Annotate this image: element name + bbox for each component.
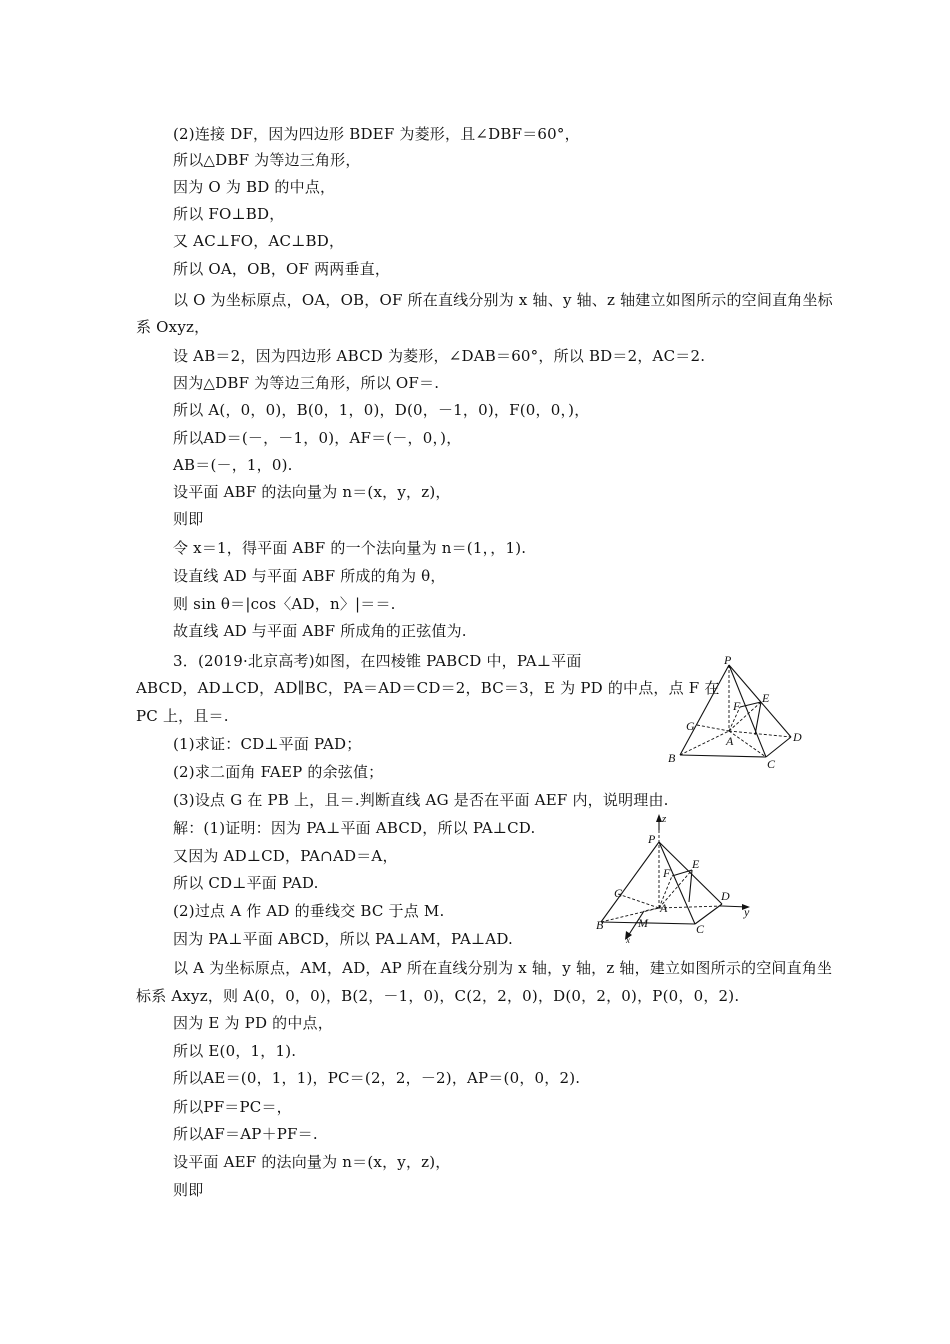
text-line: 则即: [173, 510, 204, 528]
figure-label: G: [686, 719, 695, 733]
text-line: (2)连接 DF，因为四边形 BDEF 为菱形，且∠DBF＝60°，: [173, 125, 580, 143]
text-line: 则 sin θ＝|cos〈AD，n〉|＝＝.: [173, 595, 396, 613]
text-line: 所以AD＝(－，－1，0)，AF＝(－，0，)，: [173, 429, 462, 447]
text-line: 又因为 AD⊥CD，PA∩AD＝A，: [173, 847, 398, 865]
text-line: 因为 PA⊥平面 ABCD，所以 PA⊥AM，PA⊥AD.: [173, 930, 513, 948]
text-line: (2)求二面角 FAEP 的余弦值；: [173, 763, 384, 781]
text-line: 所以 A(，0，0)，B(0，1，0)，D(0，－1，0)，F(0，0，)，: [173, 401, 590, 419]
figure-label: C: [696, 922, 705, 936]
pyramid-figure: [660, 655, 820, 773]
figure-label: P: [724, 655, 732, 667]
figure-label: M: [638, 916, 648, 930]
text-line: AB＝(－，1，0).: [173, 456, 293, 474]
text-line: 因为△DBF 为等边三角形，所以 OF＝.: [173, 374, 440, 392]
text-line: 所以 CD⊥平面 PAD.: [173, 874, 319, 892]
text-line: 标系 Axyz，则 A(0，0，0)，B(2，－1，0)，C(2，2，0)，D(0，2，0)，P(0，0，2).: [136, 987, 740, 1005]
figure-label: D: [721, 889, 730, 903]
text-line: 系 Oxyz，: [136, 318, 210, 336]
figure-label: B: [668, 751, 676, 765]
figure-label: x: [626, 935, 630, 944]
text-line: 令 x＝1，得平面 ABF 的一个法向量为 n＝(1，，1).: [173, 539, 527, 557]
text-line: 3．(2019·北京高考)如图，在四棱锥 PABCD 中，PA⊥平面: [173, 652, 582, 670]
figure-label: A: [660, 901, 668, 915]
text-line: 则即: [173, 1181, 204, 1199]
text-line: 以 A 为坐标原点，AM，AD，AP 所在直线分别为 x 轴，y 轴，z 轴，建立如图所示的空间直角坐: [173, 959, 833, 977]
text-line: 以 O 为坐标原点，OA，OB，OF 所在直线分别为 x 轴、y 轴、z 轴建立如图所示的空间直角坐标: [173, 291, 833, 309]
figure-label: D: [793, 730, 802, 744]
text-line: 因为 E 为 PD 的中点，: [173, 1014, 333, 1032]
text-line: 设平面 AEF 的法向量为 n＝(x，y，z)，: [173, 1153, 451, 1171]
coordinate-pyramid-figure: [588, 812, 766, 944]
text-line: (3)设点 G 在 PB 上，且＝.判断直线 AG 是否在平面 AEF 内，说明理由.: [173, 791, 669, 809]
text-line: 所以 OA，OB，OF 两两垂直，: [173, 260, 391, 278]
figure-label: E: [762, 691, 770, 705]
figure-label: B: [596, 918, 604, 932]
text-line: 因为 O 为 BD 的中点，: [173, 178, 336, 196]
text-line: 解：(1)证明：因为 PA⊥平面 ABCD，所以 PA⊥CD.: [173, 819, 536, 837]
text-line: 所以 E(0，1，1).: [173, 1042, 297, 1060]
text-line: 所以 FO⊥BD，: [173, 205, 285, 223]
figure-label: z: [662, 813, 667, 825]
text-line: 故直线 AD 与平面 ABF 所成角的正弦值为.: [173, 622, 467, 640]
text-line: 设平面 ABF 的法向量为 n＝(x，y，z)，: [173, 483, 451, 501]
figure-label: A: [726, 734, 734, 748]
text-line: (2)过点 A 作 AD 的垂线交 BC 于点 M.: [173, 902, 445, 920]
text-line: PC 上，且＝.: [136, 707, 229, 725]
text-line: 所以△DBF 为等边三角形，: [173, 151, 361, 169]
text-line: 设直线 AD 与平面 ABF 所成的角为 θ，: [173, 567, 446, 585]
figure-label: F: [663, 866, 671, 880]
text-line: 所以AE＝(0，1，1)，PC＝(2，2，－2)，AP＝(0，0，2).: [173, 1069, 581, 1087]
figure-label: E: [692, 857, 700, 871]
text-line: ABCD，AD⊥CD，AD∥BC，PA＝AD＝CD＝2，BC＝3，E 为 PD 的中点，点 F 在: [136, 679, 720, 697]
figure-label: F: [733, 699, 741, 713]
text-line: 所以PF＝PC＝，: [173, 1098, 292, 1116]
figure-label: y: [744, 905, 750, 919]
text-line: 所以AF＝AP＋PF＝.: [173, 1125, 318, 1143]
figure-label: P: [648, 832, 656, 846]
text-line: (1)求证：CD⊥平面 PAD；: [173, 735, 362, 753]
text-line: 又 AC⊥FO，AC⊥BD，: [173, 232, 345, 250]
figure-label: G: [614, 886, 623, 900]
text-line: 设 AB＝2，因为四边形 ABCD 为菱形，∠DAB＝60°，所以 BD＝2，AC＝2.: [173, 347, 706, 365]
figure-label: C: [767, 757, 776, 771]
